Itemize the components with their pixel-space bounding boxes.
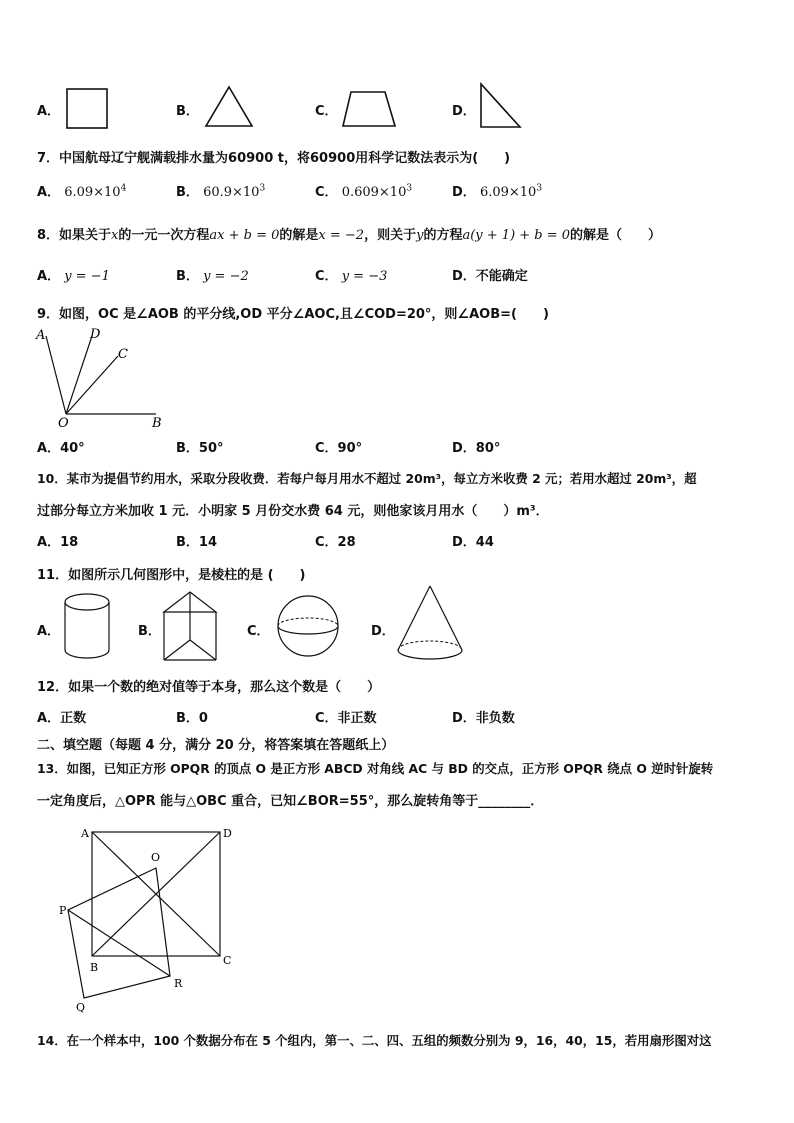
- q12-option-c: [315, 707, 377, 726]
- option-label: D．: [452, 441, 476, 456]
- label-O: O: [151, 851, 161, 864]
- option-value: 6.09×10: [64, 185, 121, 200]
- q10-stem-line1: 10．某市为提倡节约用水，采取分段收费．若每户每月用水不超过 20m³，每立方米收费 2 元；若用水超过 20m³，超: [37, 471, 697, 486]
- option-value: 44: [475, 535, 494, 550]
- q8-option-a: [37, 265, 110, 284]
- option-label: C．: [315, 711, 338, 726]
- q8-stem: [37, 224, 661, 243]
- q12-option-b: [176, 707, 208, 726]
- option-value: 50°: [198, 441, 224, 456]
- equation: ax + b = 0: [209, 228, 280, 243]
- option-label: A．: [37, 535, 61, 550]
- option-value: y = −3: [341, 269, 388, 284]
- q11-option-c-label: C．: [247, 624, 270, 639]
- q8-option-b: [176, 265, 249, 284]
- q10-option-d: [452, 531, 494, 550]
- q10-option-b: [176, 531, 217, 550]
- option-value: 28: [337, 535, 356, 550]
- option-value: 80°: [475, 441, 501, 456]
- option-label: D．: [452, 269, 476, 284]
- q6-right-triangle-figure: [478, 82, 524, 130]
- text: 的解是（ ）: [570, 228, 662, 243]
- q9-option-b: [176, 437, 224, 456]
- label-D: D: [90, 327, 101, 342]
- q7-option-d: [452, 181, 542, 200]
- label-B: B: [152, 416, 162, 431]
- label-A: A: [36, 328, 46, 343]
- solution: x = −2: [318, 228, 365, 243]
- equation: a(y + 1) + b = 0: [462, 228, 571, 243]
- q14-stem-line1: 14．在一个样本中，100 个数据分布在 5 个组内，第一、二、四、五组的频数分别为 9，16，40，15，若用扇形图对这: [37, 1033, 712, 1048]
- option-value: 60.9×10: [203, 185, 260, 200]
- option-label: C．: [315, 269, 338, 284]
- q9-option-c: [315, 437, 362, 456]
- option-value: 90°: [337, 441, 363, 456]
- option-value: 0: [198, 711, 208, 726]
- q6-option-c-label: C．: [315, 104, 338, 119]
- q8-option-d: [452, 265, 528, 284]
- q9-option-d: [452, 437, 500, 456]
- q10-option-c: [315, 531, 356, 550]
- q9-angle-figure: [30, 320, 170, 432]
- option-label: B．: [176, 185, 199, 200]
- q13-squares-figure: [50, 820, 250, 1020]
- q11-stem: 11．如图所示几何图形中，是棱柱的是 ( ): [37, 568, 306, 583]
- q12-option-a: [37, 707, 86, 726]
- option-value: 非正数: [337, 711, 377, 726]
- option-label: A．: [37, 711, 61, 726]
- label-C: C: [223, 954, 232, 967]
- exponent: 4: [120, 183, 127, 194]
- text: 8．如果关于: [37, 228, 112, 243]
- q7-option-a: [37, 181, 126, 200]
- section-2-title: 二、填空题（每题 4 分，满分 20 分，将答案填在答题纸上）: [37, 738, 395, 753]
- q11-option-a-label: A．: [37, 624, 61, 639]
- option-label: C．: [315, 185, 338, 200]
- q11-sphere-figure: [274, 596, 344, 658]
- option-label: C．: [315, 535, 338, 550]
- label-A: A: [81, 827, 89, 840]
- option-label: C．: [315, 441, 338, 456]
- q11-option-b-label: B．: [138, 624, 161, 639]
- variable: y: [416, 228, 424, 243]
- option-value: 14: [198, 535, 218, 550]
- option-label: A．: [37, 269, 61, 284]
- q12-stem: 12．如果一个数的绝对值等于本身，那么这个数是（ ）: [37, 680, 381, 695]
- text: 的一元一次方程: [118, 228, 210, 243]
- q11-cone-figure: [396, 584, 464, 666]
- label-O: O: [58, 416, 69, 431]
- exponent: 3: [536, 183, 543, 194]
- q12-option-d: [452, 707, 515, 726]
- option-value: y = −2: [203, 269, 249, 284]
- text: 的方程: [423, 228, 463, 243]
- option-label: D．: [452, 535, 476, 550]
- text: ，则关于: [364, 228, 417, 243]
- q6-option-b-label: B．: [176, 104, 199, 119]
- label-B: B: [90, 961, 99, 974]
- option-label: B．: [176, 441, 199, 456]
- option-label: A．: [37, 441, 61, 456]
- option-label: D．: [452, 711, 476, 726]
- option-value: 非负数: [475, 711, 515, 726]
- option-label: B．: [176, 711, 199, 726]
- q9-stem: 9．如图，OC 是∠AOB 的平分线,OD 平分∠AOC,且∠COD=20°，则∠AOB=( ): [37, 307, 549, 322]
- q11-option-d-label: D．: [371, 624, 395, 639]
- label-P: P: [59, 904, 67, 917]
- q7-option-b: [176, 181, 265, 200]
- q10-stem-line2: 过部分每立方米加收 1 元．小明家 5 月份交水费 64 元，则他家该月用水（ ）m³．: [37, 504, 549, 519]
- q6-square-figure: [66, 88, 108, 130]
- label-D: D: [223, 827, 232, 840]
- option-value: y = −1: [64, 269, 110, 284]
- q6-triangle-figure: [204, 86, 254, 130]
- q9-option-a: [37, 437, 85, 456]
- label-R: R: [174, 977, 183, 990]
- option-value: 6.09×10: [479, 185, 537, 200]
- q10-option-a: [37, 531, 78, 550]
- text: 的解是: [279, 228, 319, 243]
- exponent: 3: [406, 183, 413, 194]
- option-value: 正数: [60, 711, 87, 726]
- option-value: 0.609×10: [341, 185, 407, 200]
- option-value: 40°: [60, 441, 85, 456]
- label-C: C: [118, 347, 128, 362]
- variable: x: [111, 228, 119, 243]
- option-value: 18: [60, 535, 79, 550]
- option-label: B．: [176, 269, 199, 284]
- exponent: 3: [259, 183, 266, 194]
- q6-option-d-label: D．: [452, 104, 476, 119]
- option-label: D．: [452, 185, 476, 200]
- q13-stem-line1: 13．如图，已知正方形 OPQR 的顶点 O 是正方形 ABCD 对角线 AC 与 BD 的交点，正方形 OPQR 绕点 O 逆时针旋转: [37, 761, 714, 776]
- q11-prism-figure: [160, 590, 222, 664]
- q11-cylinder-figure: [62, 592, 112, 662]
- q8-option-c: [315, 265, 387, 284]
- q13-stem-line2: 一定角度后，△OPR 能与△OBC 重合，已知∠BOR=55°，那么旋转角等于________．: [37, 794, 544, 809]
- q7-option-c: [315, 181, 412, 200]
- option-value: 不能确定: [475, 269, 528, 284]
- label-Q: Q: [76, 1001, 86, 1014]
- q7-stem: 7．中国航母辽宁舰满载排水量为60900 t，将60900用科学记数法表示为( ): [37, 151, 511, 166]
- option-label: A．: [37, 185, 61, 200]
- option-label: B．: [176, 535, 199, 550]
- q6-option-a-label: A．: [37, 104, 61, 119]
- q6-trapezoid-figure: [341, 90, 397, 130]
